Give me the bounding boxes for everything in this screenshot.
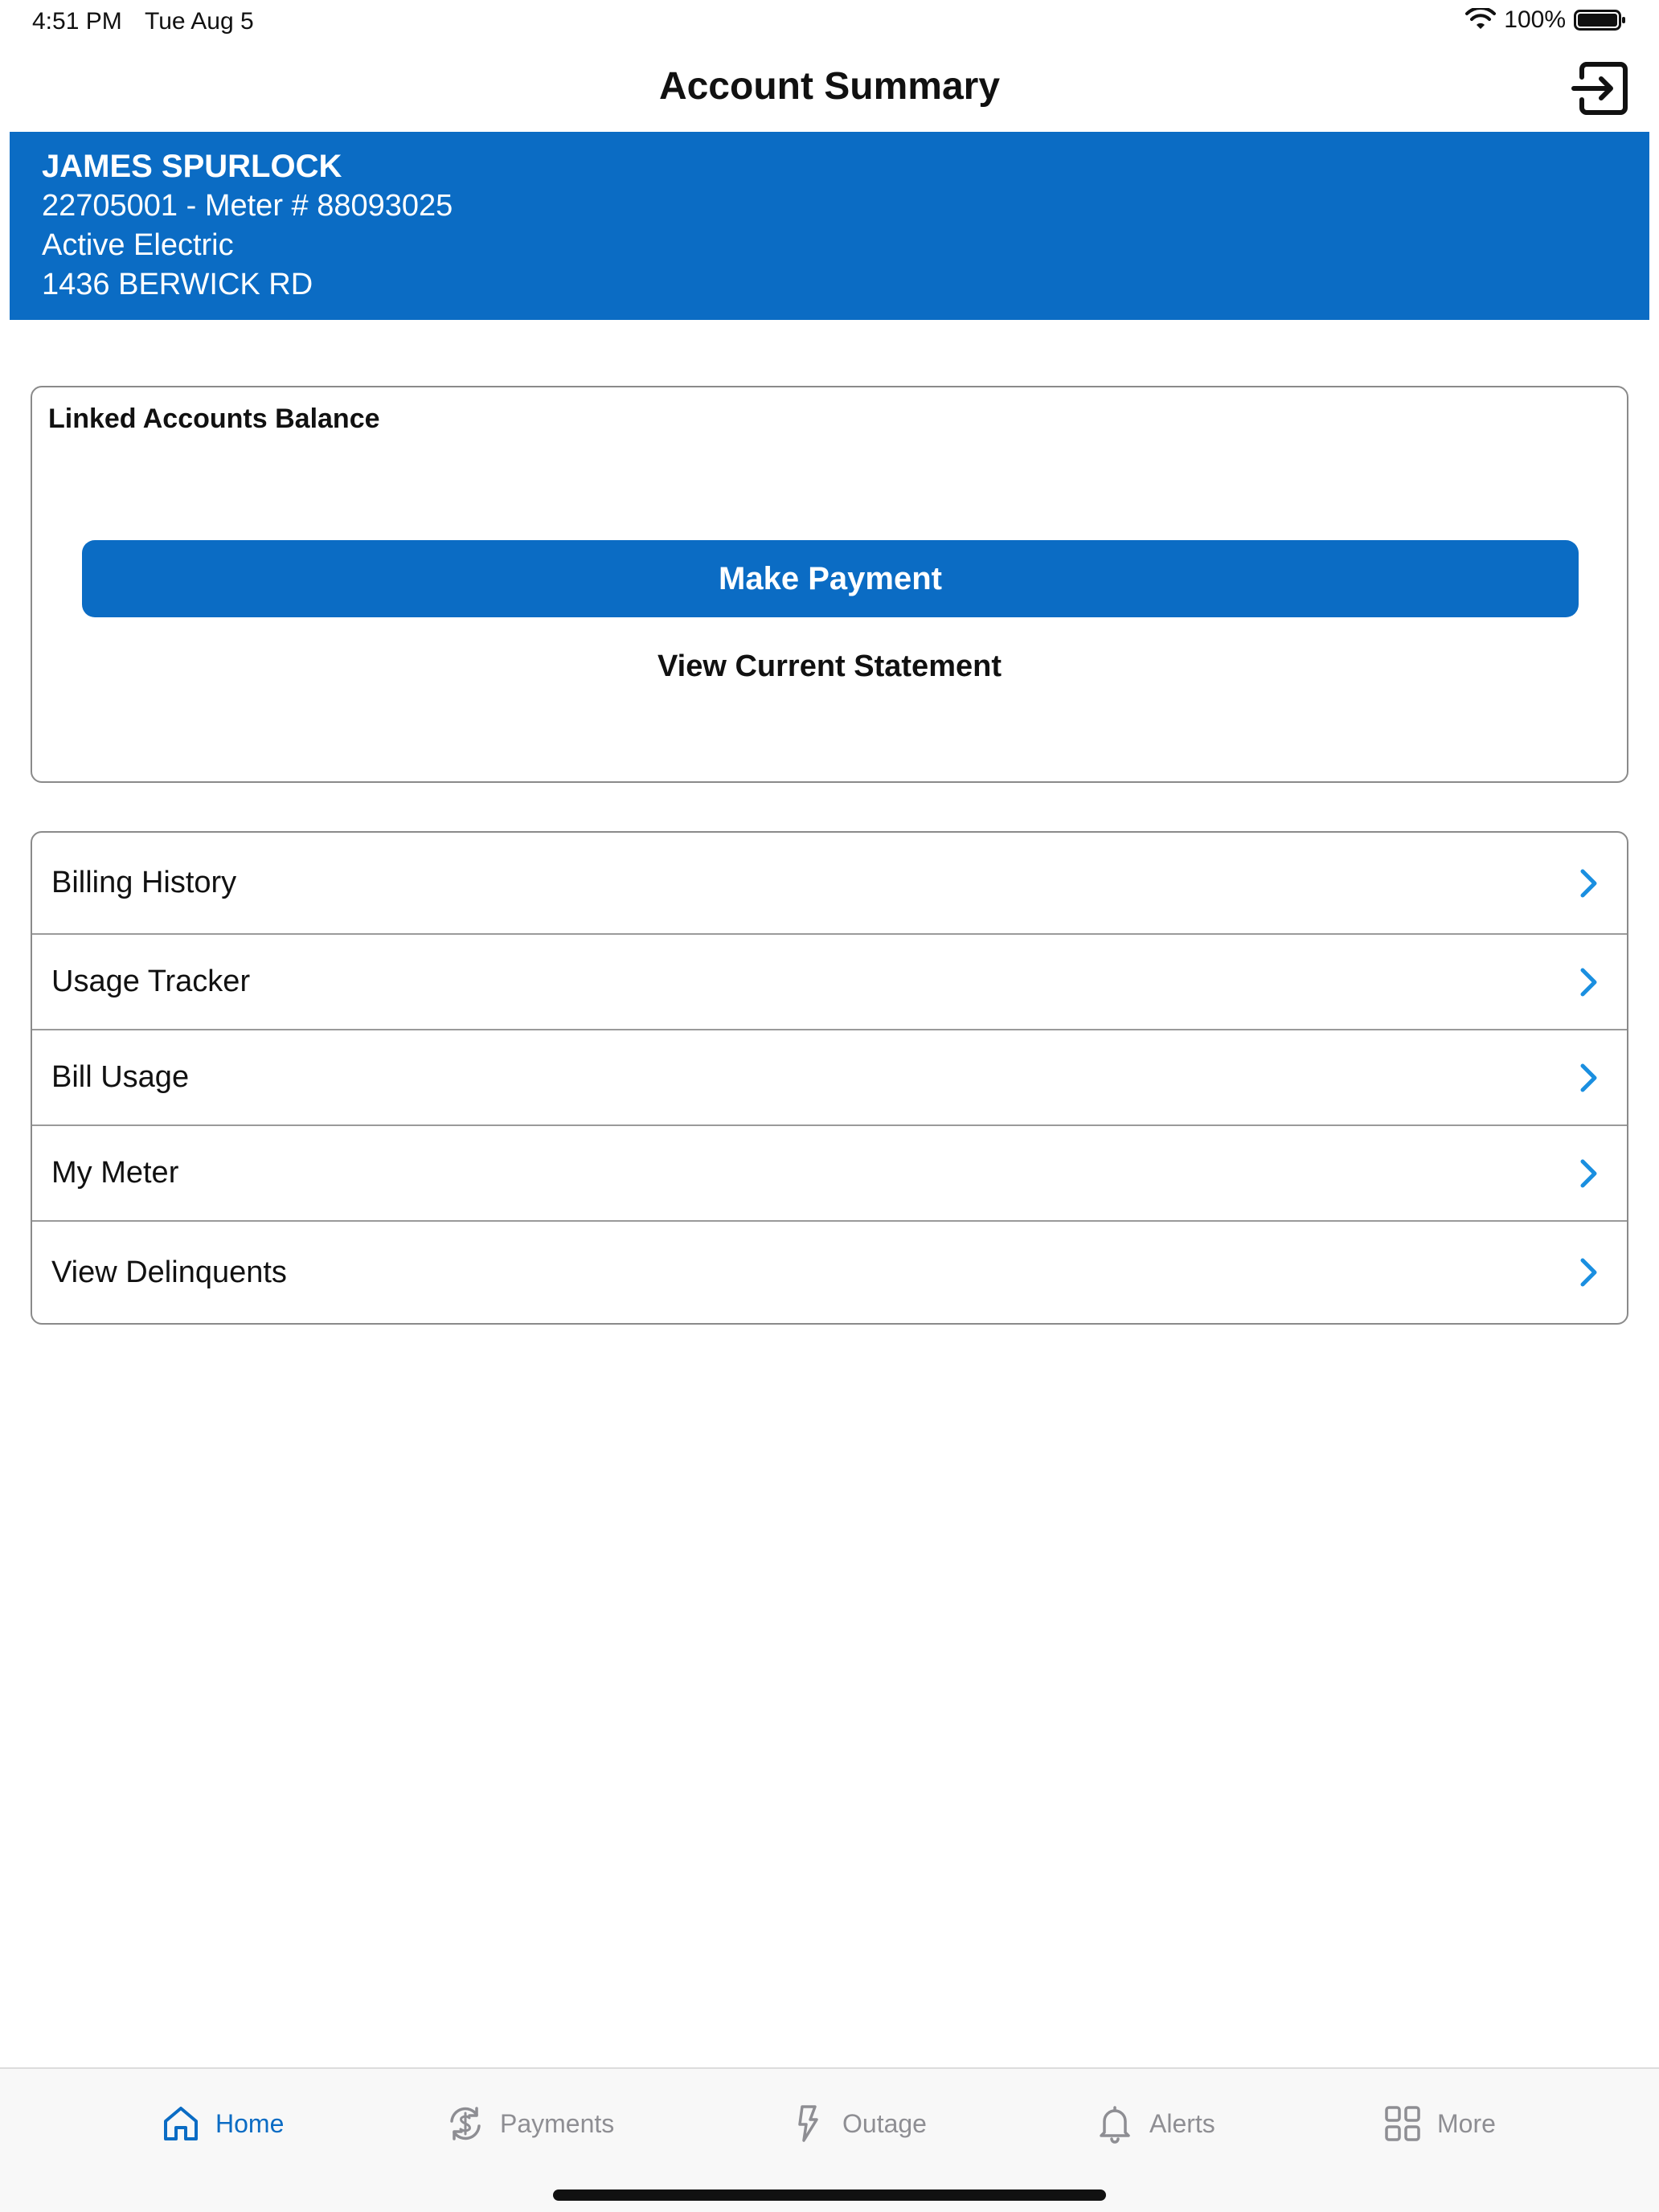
tab-more[interactable] <box>1382 2099 1496 2148</box>
account-banner <box>10 132 1649 320</box>
bell-icon <box>1095 2103 1135 2144</box>
balance-card <box>31 386 1628 783</box>
status-date: Tue Aug 5 <box>145 8 254 35</box>
menu-item-usage-tracker[interactable] <box>32 935 1627 1030</box>
battery-icon <box>1574 8 1627 32</box>
status-time: 4:51 PM <box>32 8 122 35</box>
nav-header <box>0 45 1659 132</box>
logout-icon[interactable] <box>1571 61 1628 116</box>
home-indicator[interactable] <box>553 2189 1106 2201</box>
tab-label: Home <box>215 2108 285 2138</box>
grid-icon <box>1382 2103 1423 2144</box>
menu-item-label: View Delinquents <box>51 1255 287 1289</box>
menu-item-label: Bill Usage <box>51 1060 190 1094</box>
menu-item-my-meter[interactable] <box>32 1126 1627 1222</box>
status-bar <box>0 0 1659 45</box>
payments-icon <box>445 2103 485 2144</box>
tab-label: More <box>1437 2108 1496 2138</box>
chevron-right-icon <box>1579 867 1600 899</box>
status-indicators <box>1465 6 1627 34</box>
menu-item-label: Billing History <box>51 866 237 899</box>
account-holder-name: JAMES SPURLOCK <box>42 149 342 184</box>
tab-payments[interactable] <box>445 2099 614 2148</box>
tab-label: Alerts <box>1149 2108 1215 2138</box>
tab-label: Payments <box>500 2108 615 2138</box>
chevron-right-icon <box>1579 966 1600 998</box>
home-icon <box>161 2103 201 2144</box>
make-payment-button[interactable]: Make Payment <box>82 540 1579 617</box>
chevron-right-icon <box>1579 1062 1600 1094</box>
page-title: Account Summary <box>658 65 1001 108</box>
tab-label: Outage <box>842 2108 927 2138</box>
outage-icon <box>788 2103 828 2144</box>
view-current-statement-link[interactable]: View Current Statement <box>657 649 1002 683</box>
menu-item-label: My Meter <box>51 1156 179 1190</box>
account-status: Active Electric <box>42 228 234 262</box>
account-menu-list <box>31 831 1628 1325</box>
tab-alerts[interactable] <box>1095 2099 1215 2148</box>
menu-item-view-delinquents[interactable] <box>32 1222 1627 1323</box>
chevron-right-icon <box>1579 1256 1600 1288</box>
menu-item-bill-usage[interactable] <box>32 1030 1627 1126</box>
balance-card-title: Linked Accounts Balance <box>48 403 380 434</box>
wifi-icon <box>1465 8 1496 32</box>
chevron-right-icon <box>1579 1157 1600 1190</box>
tab-home[interactable] <box>161 2099 284 2148</box>
battery-percent: 100% <box>1504 6 1566 33</box>
menu-item-label: Usage Tracker <box>51 965 251 998</box>
account-address: 1436 BERWICK RD <box>42 268 313 301</box>
tab-outage[interactable] <box>788 2099 927 2148</box>
tab-bar <box>0 2067 1659 2212</box>
account-meter-number: 22705001 - Meter # 88093025 <box>42 189 453 223</box>
menu-item-billing-history[interactable] <box>32 833 1627 935</box>
